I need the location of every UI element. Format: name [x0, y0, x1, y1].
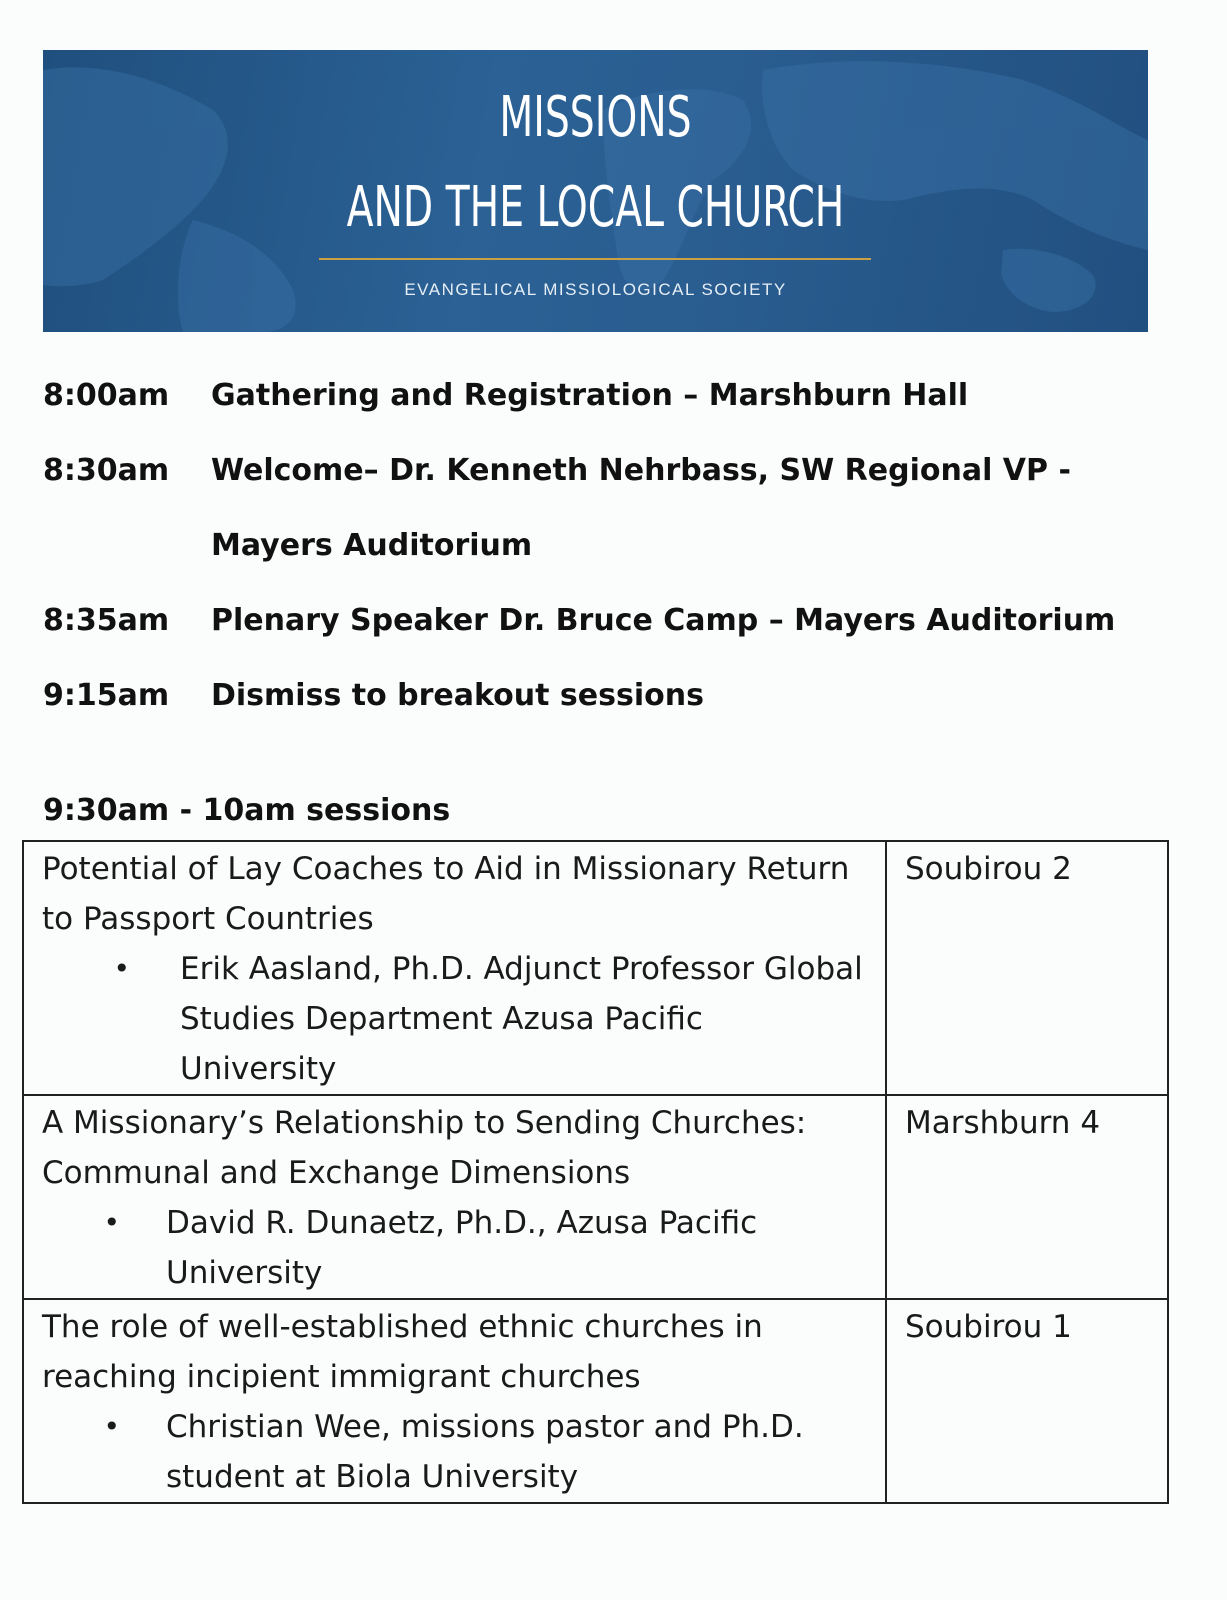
table-row — [23, 841, 1168, 1095]
bullet-icon: • — [113, 952, 130, 985]
schedule-row — [43, 658, 1193, 733]
schedule-event-continuation: Mayers Auditorium — [211, 528, 533, 563]
speaker-item — [24, 1402, 885, 1502]
session-room: Soubirou 2 — [886, 841, 1168, 1095]
schedule-event: Gathering and Registration – Marshburn Hall — [211, 378, 969, 413]
session-title: A Missionary’s Relationship to Sending Churches: Communal and Exchange Dimensions — [42, 1105, 807, 1191]
session-title: Potential of Lay Coaches to Aid in Missionary Return to Passport Countries — [42, 851, 850, 937]
session-speaker: Christian Wee, missions pastor and Ph.D. student at Biola University — [166, 1409, 804, 1495]
schedule-time: 8:30am — [43, 453, 170, 488]
schedule-event: Welcome– Dr. Kenneth Nehrbass, SW Regional VP - — [211, 453, 1071, 488]
session-room: Marshburn 4 — [886, 1095, 1168, 1299]
schedule-row — [43, 583, 1193, 658]
schedule-row — [43, 358, 1193, 433]
session-cell — [23, 1299, 886, 1503]
table-row — [23, 1095, 1168, 1299]
sessions-heading: 9:30am - 10am sessions — [43, 793, 451, 828]
bullet-icon: • — [103, 1206, 120, 1239]
schedule-row — [43, 433, 1193, 508]
table-row — [23, 1299, 1168, 1503]
session-title: The role of well-established ethnic churches in reaching incipient immigrant churches — [42, 1309, 763, 1395]
banner-subtitle: EVANGELICAL MISSIOLOGICAL SOCIETY — [404, 280, 787, 299]
session-room: Soubirou 1 — [886, 1299, 1168, 1503]
session-cell — [23, 841, 886, 1095]
banner-title-line1: MISSIONS — [499, 85, 692, 150]
event-banner — [43, 50, 1148, 332]
schedule-event: Dismiss to breakout sessions — [211, 678, 704, 713]
session-speaker: Erik Aasland, Ph.D. Adjunct Professor Global Studies Department Azusa Pacific University — [180, 951, 863, 1087]
schedule-time: 8:35am — [43, 603, 170, 638]
schedule-event: Plenary Speaker Dr. Bruce Camp – Mayers Auditorium — [211, 603, 1116, 638]
session-cell — [23, 1095, 886, 1299]
banner-divider — [319, 258, 871, 260]
session-speaker: David R. Dunaetz, Ph.D., Azusa Pacific University — [166, 1205, 758, 1291]
speaker-item — [24, 944, 885, 1094]
schedule-row-continuation — [43, 508, 1193, 583]
schedule-time: 8:00am — [43, 378, 170, 413]
bullet-icon: • — [103, 1410, 120, 1443]
speaker-item — [24, 1198, 885, 1298]
schedule — [43, 358, 1193, 733]
sessions-table — [22, 840, 1169, 1504]
schedule-time: 9:15am — [43, 678, 170, 713]
banner-title-line2: AND THE LOCAL CHURCH — [346, 175, 845, 240]
